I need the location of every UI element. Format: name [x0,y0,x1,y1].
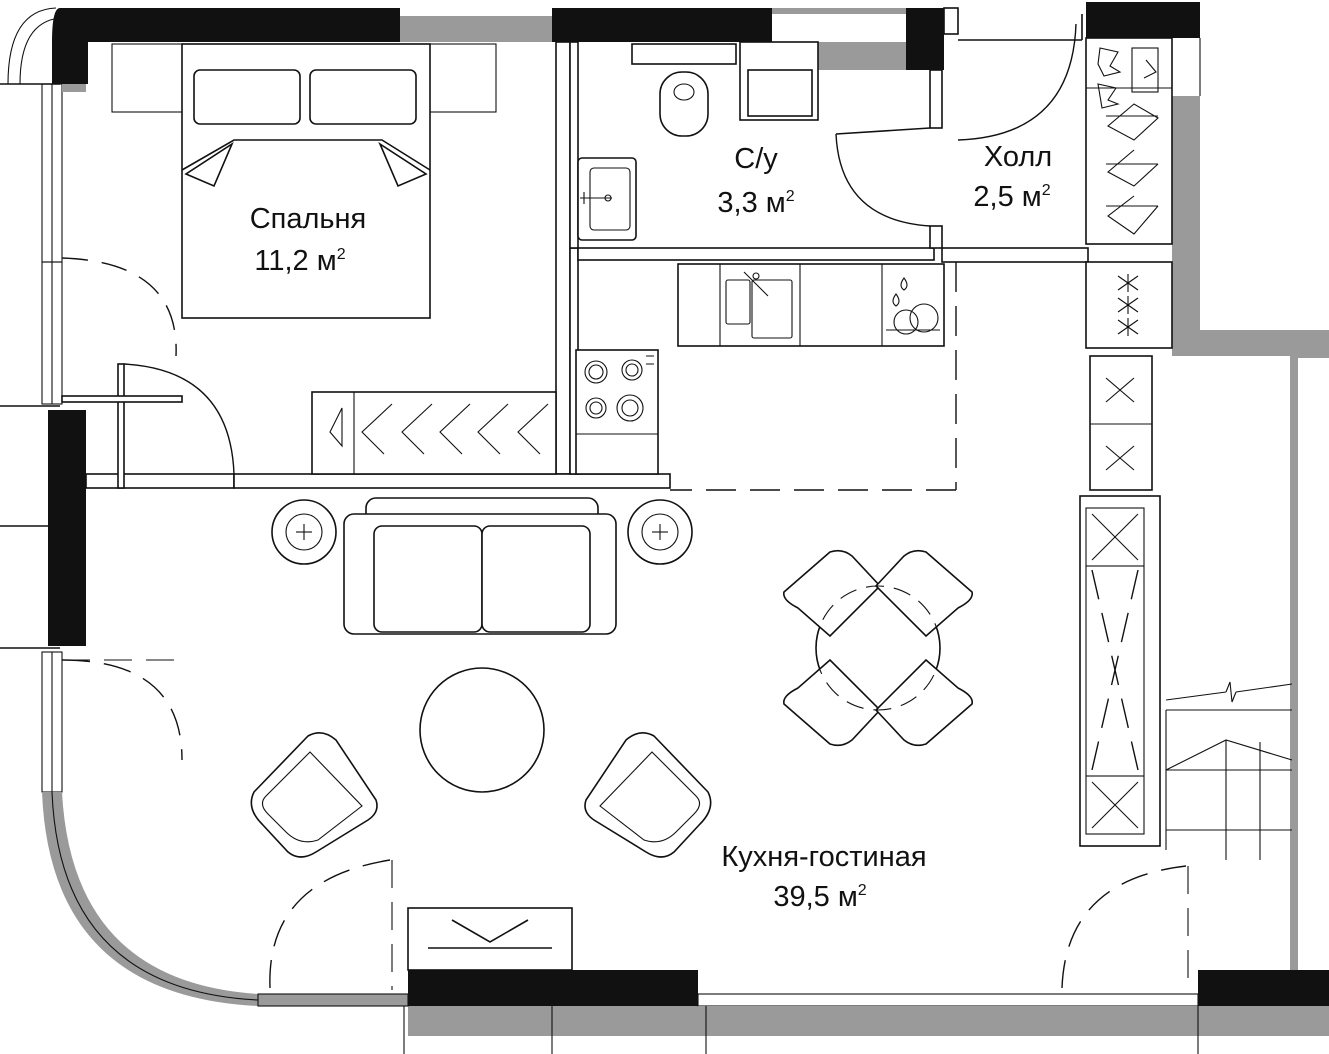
radiator [408,908,572,970]
bedroom-area: 11,2 $м^2$ [254,245,346,277]
living-name: Кухня-гостиная [721,841,927,873]
coffee-table [420,668,544,792]
sofa [344,498,616,634]
living-area: 39,5 $м^2$ [773,881,867,913]
bedroom-wardrobe [312,392,556,474]
bathroom-door [836,128,930,226]
bathroom-name: С/у [734,143,778,175]
stove [576,350,658,474]
bedroom-name: Спальня [249,203,367,235]
hall-name: Холл [983,141,1053,173]
staircase [1166,682,1292,860]
bathroom-area: 3,3 $м^2$ [717,187,795,219]
dining-set [784,551,972,746]
right-cabinets [1080,356,1160,846]
hall-door [958,14,1082,140]
hall-area: 2,5 $м^2$ [973,181,1051,213]
kitchen-counter [678,264,944,346]
